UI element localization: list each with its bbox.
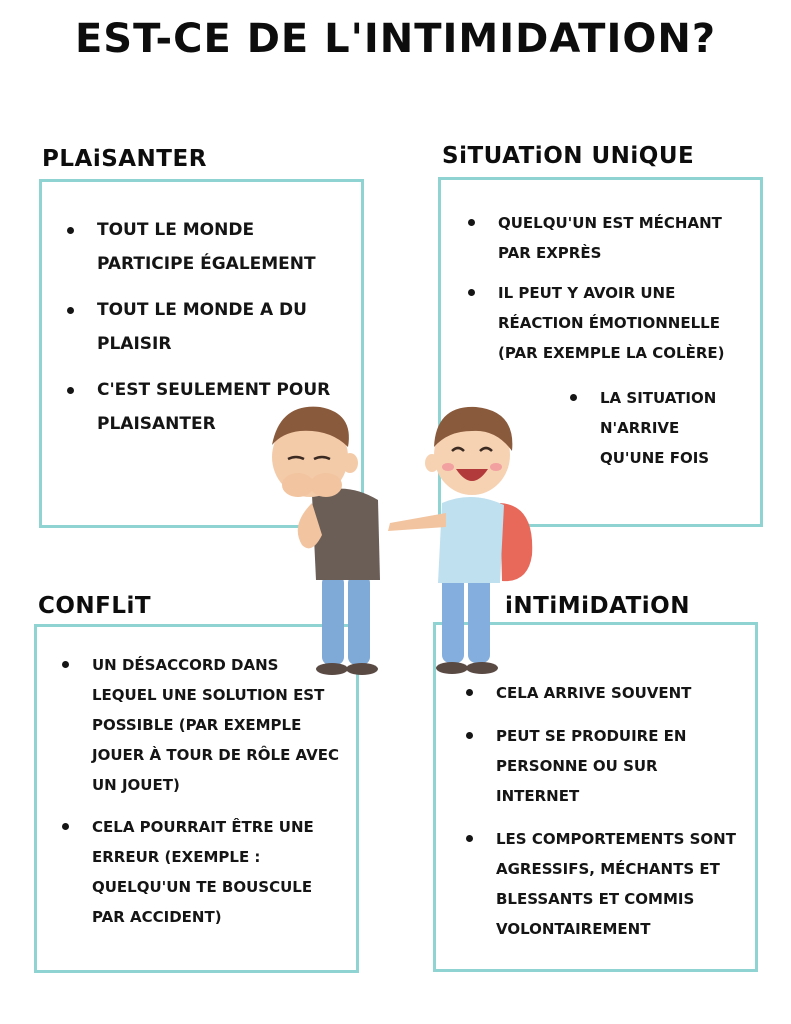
list-item: TOUT LE MONDE A DU PLAISIR (65, 293, 335, 361)
list-item: QUELQU'UN EST MÉCHANT PAR EXPRÈS (466, 208, 736, 268)
page-title: EST-CE DE L'INTIMIDATION? (74, 16, 717, 62)
bullet-icon (466, 732, 473, 739)
list-item: CELA ARRIVE SOUVENT (464, 678, 744, 708)
bullet-icon (67, 307, 74, 314)
bullet-icon (67, 387, 74, 394)
bullet-icon (466, 835, 473, 842)
illustration (250, 385, 550, 685)
list-intimidation (464, 678, 744, 957)
list-item: PEUT SE PRODUIRE EN PERSONNE OU SUR INTERNET (464, 721, 744, 811)
list-item: LA SITUATION N'ARRIVE QU'UNE FOIS (568, 383, 738, 473)
bullet-icon (67, 227, 74, 234)
list-item: UN DÉSACCORD DANS LEQUEL UNE SOLUTION EST POSSIBLE (PAR EXEMPLE JOUER À TOUR DE RÔLE AVEC UN JOUET) (60, 650, 345, 800)
bullet-icon (62, 661, 69, 668)
bullet-icon (468, 289, 475, 296)
bullet-icon (62, 823, 69, 830)
list-item: CELA POURRAIT ÊTRE UNE ERREUR (EXEMPLE : QUELQU'UN TE BOUSCULE PAR ACCIDENT) (60, 812, 345, 932)
list-item: LES COMPORTEMENTS SONT AGRESSIFS, MÉCHANTS ET BLESSANTS ET COMMIS VOLONTAIREMENT (464, 824, 744, 944)
list-item: IL PEUT Y AVOIR UNE RÉACTION ÉMOTIONNELLE (PAR EXEMPLE LA COLÈRE) (466, 278, 736, 368)
crying-boy-icon (272, 407, 380, 675)
heading-intimidation: iNTiMiDATiON (505, 593, 690, 619)
list-item: C'EST SEULEMENT POUR PLAISANTER (65, 373, 335, 441)
heading-plaisanter: PLAiSANTER (42, 146, 207, 172)
list-conflit (60, 650, 345, 944)
bullet-icon (468, 219, 475, 226)
list-situation-unique (466, 208, 736, 378)
list-situation-unique-sub (568, 383, 738, 473)
bullet-icon (570, 394, 577, 401)
heading-conflit: CONFLiT (38, 593, 152, 619)
bullet-icon (466, 689, 473, 696)
list-item: TOUT LE MONDE PARTICIPE ÉGALEMENT (65, 213, 335, 281)
laughing-boy-icon (388, 407, 532, 674)
heading-situation-unique: SiTUATiON UNiQUE (442, 143, 695, 169)
